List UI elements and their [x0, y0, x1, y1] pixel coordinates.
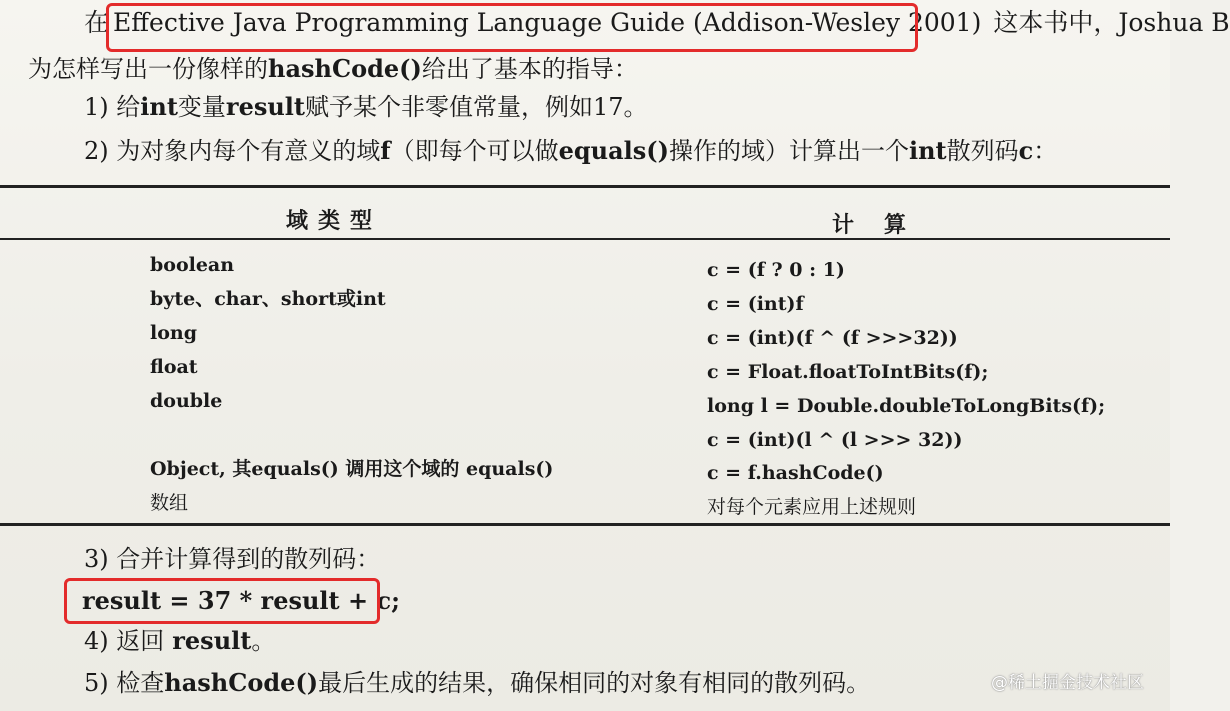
intro-line-2-code: hashCode() — [268, 54, 422, 83]
step-5-c: 最后生成的结果，确保相同的对象有相同的散列码。 — [318, 669, 871, 697]
table-row-calc: c = (f ? 0 : 1) — [707, 259, 845, 281]
hash-formula: result = 37 * result + c; — [82, 586, 400, 615]
table-row-calc: long l = Double.doubleToLongBits(f); — [707, 395, 1106, 417]
table-header-calc: 计算 — [832, 213, 937, 238]
table-row-type: Object, 其equals() 调用这个域的 equals() — [150, 458, 554, 480]
intro-line-2-text-a: 为怎样写出一份像样的 — [28, 55, 268, 83]
step-2-c: （即每个可以做 — [390, 137, 559, 165]
intro-prefix: 在 — [84, 8, 110, 37]
table-row-type: double — [150, 390, 223, 412]
table-row-calc: c = (int)f — [707, 293, 804, 315]
intro-line-2 — [28, 52, 638, 86]
step-2-a: 2) 为对象内每个有意义的域 — [84, 137, 381, 165]
watermark: @稀土掘金技术社区 — [991, 673, 1144, 693]
step-4-result: result — [172, 626, 252, 655]
step-2-f: f — [380, 136, 391, 165]
table-row-calc-line-2: c = (int)(l ^ (l >>> 32)) — [707, 429, 963, 451]
table-row-calc: c = (int)(f ^ (f >>>32)) — [707, 327, 958, 349]
step-2-equals: equals() — [558, 136, 669, 165]
table-header-rule — [0, 238, 1170, 240]
intro-suffix: 这本书中，Joshua B — [993, 8, 1230, 37]
step-2-c-var: c — [1018, 136, 1034, 165]
step-4-a: 4) 返回 — [84, 627, 165, 655]
step-2-e: 操作的域）计算出一个 — [668, 137, 909, 165]
step-5-code: hashCode() — [164, 668, 319, 697]
table-row-calc: 对每个元素应用上述规则 — [707, 496, 917, 518]
book-title: Effective Java Programming Language Guide (Addison-Wesley 2001) — [113, 8, 982, 37]
table-top-rule — [0, 185, 1170, 188]
table-row-type: long — [150, 322, 197, 344]
step-3: 3) 合并计算得到的散列码： — [84, 545, 381, 573]
step-2-g: 散列码 — [946, 137, 1019, 165]
table-row-type: float — [150, 356, 198, 378]
step-1-e: 赋予某个非零值常量，例如17。 — [305, 93, 648, 121]
step-5 — [84, 666, 870, 700]
table-row-type: boolean — [150, 254, 235, 276]
table-row-calc: c = f.hashCode() — [707, 462, 884, 484]
intro-line-1 — [84, 6, 1230, 40]
table-row-type: byte、char、short或int — [150, 288, 386, 310]
step-1-int: int — [140, 92, 178, 121]
step-1-c: 变量 — [177, 93, 226, 121]
step-2-i: ： — [1033, 137, 1058, 165]
step-4 — [84, 624, 275, 658]
step-1-a: 1) 给 — [84, 93, 141, 121]
step-1-result: result — [225, 92, 305, 121]
table-row-type: 数组 — [150, 492, 189, 514]
table-bottom-rule — [0, 523, 1170, 526]
step-2 — [84, 134, 1057, 168]
step-4-c: 。 — [251, 627, 276, 655]
intro-line-2-text-c: 给出了基本的指导： — [421, 55, 638, 83]
step-1 — [84, 90, 648, 124]
step-2-int: int — [908, 136, 947, 165]
step-5-a: 5) 检查 — [84, 669, 165, 697]
table-header-type: 域类型 — [286, 209, 383, 234]
table-row-calc: c = Float.floatToIntBits(f); — [707, 361, 989, 383]
